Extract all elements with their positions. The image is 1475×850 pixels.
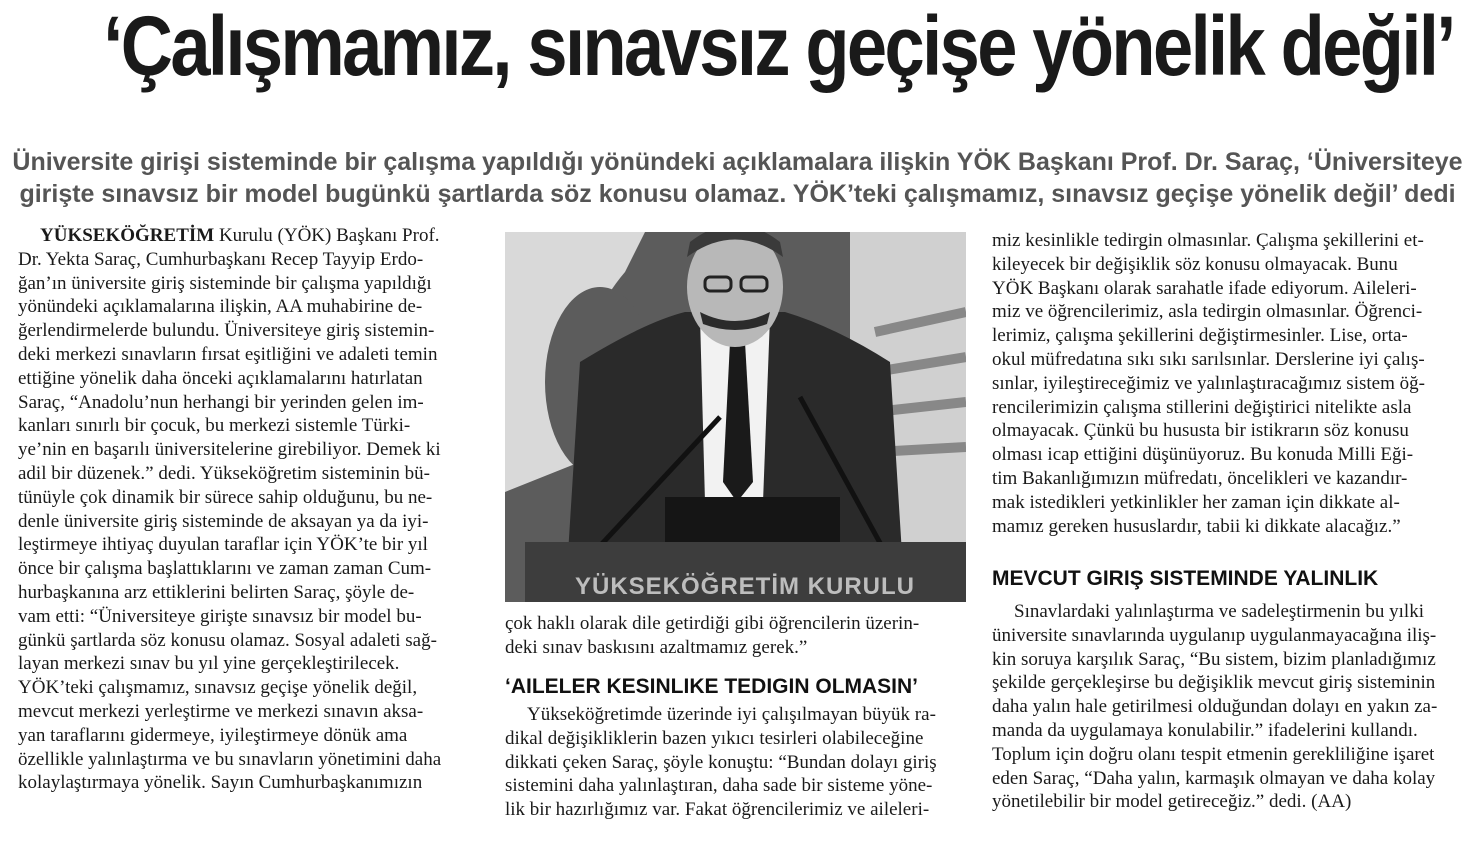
text-line: leştirmeye ihtiyaç duyulan taraflar için YÖK’te bir yıl <box>18 534 428 556</box>
text-line: yan taraflarını gidermeye, iyileştirmeye dönük ama <box>18 724 408 746</box>
text-line: lik bir hazırlığımız var. Fakat öğrencilerimiz ve aileleri- <box>505 799 930 821</box>
subheadline-line: girişte sınavsız bir model bugünkü şartlarda söz konusu olamaz. YÖK’teki çalışmamız, sınavsız geçişe yönelik değil’ dedi <box>19 180 1456 208</box>
text-line: özellikle yalınlaştırma ve bu sınavların yönetimini daha <box>18 748 442 770</box>
text-line: miz kesinlikle tedirgin olmasınlar. Çalışma şekillerini et- <box>992 230 1424 251</box>
text-line: Sınavlardaki yalınlaştırma ve sadeleştirmenin bu yılki <box>1014 601 1424 622</box>
text-line: ye’nin en başarılı üniversitelerine girebiliyor. Demek ki <box>18 439 441 461</box>
speaker-photo-illustration <box>505 232 966 602</box>
text-line: şekilde gerçekleşirse bu değişiklik mevcut giriş sisteminin <box>992 672 1436 694</box>
text-line: olması icap ettiğini düşünüyoruz. Bu konuda Milli Eği- <box>992 444 1414 466</box>
text-line: eden Saraç, “Daha yalın, karmaşık olmayan ve daha kolay <box>992 767 1436 789</box>
text-line: ğan’ın üniversite giriş sisteminde bir çalışma yapıldığı <box>18 272 432 294</box>
article-column-2-body <box>505 703 965 822</box>
lead-word: YÜKSEKÖĞRETİM <box>40 225 215 246</box>
text-line: yönetilebilir bir model getireceğiz.” dedi. (AA) <box>992 791 1352 813</box>
text-line: dikal değişikliklerin bazen yıkıcı tesirleri olabileceğine <box>505 727 924 749</box>
article-photo <box>505 232 966 602</box>
text-line: üniversite sınavlarında uygulanıp uygulanmayacağına iliş- <box>992 624 1437 646</box>
article-column-3-top <box>992 229 1447 538</box>
text-line: tim Bakanlığımızın müfredatı, öncelikleri ve kazandır- <box>992 467 1408 489</box>
text-line: YÖK’teki çalışmamız, sınavsız geçişe yönelik değil, <box>18 677 418 699</box>
text-line: çok haklı olarak dile getirdiği gibi öğrencilerin üzerin- <box>505 613 920 634</box>
text-line: adil bir düzenek.” dedi. Yükseköğretim sisteminin bü- <box>18 462 430 484</box>
text-line: kileyecek bir değişiklik söz konusu olmayacak. Bunu <box>992 253 1398 275</box>
text-line: okul müfredatına sıkı sıkı sarılsınlar. Derslerine iyi çalış- <box>992 348 1425 370</box>
headline: ‘Çalışmamız, sınavsız geçişe yönelik değil’ <box>103 0 1454 93</box>
text-line: lerimiz, çalışma şekillerini değiştirmesinler. Lise, orta- <box>992 325 1408 347</box>
section-heading: ‘AILELER KESINLIKE TEDIGIN OLMASIN’ <box>505 675 919 698</box>
text-line: kanları sınırlı bir çocuk, bu merkezi sistemle Türki- <box>18 415 411 437</box>
article-column-1 <box>18 224 478 795</box>
text-line: Toplum için doğru olanı tespit etmenin gerekliliğine işaret <box>992 743 1435 765</box>
text-line: hurbaşkanına arz ettiklerini belirten Saraç, şöyle de- <box>18 581 415 603</box>
text-line: ettiğine yönelik daha önceki açıklamalarını hatırlatan <box>18 367 423 389</box>
text-line: olmayacak. Çünkü bu hususta bir istikrarın söz konusu <box>992 420 1409 442</box>
text-line: YÖK Başkanı olarak sarahatle ifade ediyorum. Aileleri- <box>992 277 1417 299</box>
text-line: deki sınav baskısını azaltmamız gerek.” <box>505 636 808 658</box>
text-line: deki merkezi sınavların fırsat eşitliğini ve adaleti temin <box>18 343 438 365</box>
text-line: miz ve öğrencilerimiz, asla tedirgin olmasınlar. Öğrenci- <box>992 301 1423 323</box>
text-line: mevcut merkezi yerleştirme ve merkezi sınavın aksa- <box>18 700 424 722</box>
text-line: kin soruya karşılık Saraç, “Bu sistem, bizim planladığımız <box>992 648 1436 670</box>
article-column-3-body <box>992 600 1447 814</box>
text-line: mamız gereken hususlardır, tabii ki dikkate alacağız.” <box>992 515 1401 537</box>
text-line: sınlar, iyileştireceğimiz ve yalınlaştıracağımız sistem öğ- <box>992 372 1425 394</box>
text-line: manda da uygulamaya konulabilir.” ifadelerini kullandı. <box>992 719 1418 741</box>
text-line: vam etti: “Üniversiteye girişte sınavsız bir model bu- <box>18 605 422 627</box>
lead-line-rest: Kurulu (YÖK) Başkanı Prof. <box>214 225 440 246</box>
text-line: Dr. Yekta Saraç, Cumhurbaşkanı Recep Tayyip Erdo- <box>18 248 424 270</box>
text-line: önce bir çalışma başlattıklarını ve zaman zaman Cum- <box>18 558 432 580</box>
text-line: layan merkezi sınav bu yıl yine gerçekleştirilecek. <box>18 653 400 675</box>
text-line: daha yalın hale getirilmesi olduğundan dolayı en yakın za- <box>992 696 1438 718</box>
text-line: Saraç, “Anadolu’nun herhangi bir yerinden gelen im- <box>18 391 424 413</box>
podium-text: YÜKSEKÖĞRETİM KURULU <box>574 573 916 600</box>
text-line: Yükseköğretimde üzerinde iyi çalışılmayan büyük ra- <box>527 704 936 725</box>
laptop <box>665 497 840 542</box>
text-line: kolaylaştırmaya yönelik. Sayın Cumhurbaşkanımızın <box>18 772 423 794</box>
text-line: sistemini daha yalınlaştıran, daha sade bir sisteme yöne- <box>505 775 933 797</box>
text-line: mak istedikleri yetkinlikler her zaman için dikkate al- <box>992 491 1400 513</box>
article-column-2-top <box>505 612 965 660</box>
text-line: denle üniversite giriş sisteminde de aksayan ya da iyi- <box>18 510 429 532</box>
text-line: dikkati çeken Saraç, şöyle konuştu: “Bundan dolayı giriş <box>505 751 937 773</box>
subheadline <box>0 146 1475 210</box>
text-line: tünüyle çok dinamik bir sürece sahip olduğunu, bu ne- <box>18 486 433 508</box>
text-line: yönündeki açıklamalarına ilişkin, AA muhabirine de- <box>18 296 423 318</box>
subheadline-line: Üniversite girişi sisteminde bir çalışma yapıldığı yönündeki açıklamalara ilişkin YÖK Başkanı Prof. Dr. Saraç, ‘Üniversiteye <box>12 148 1463 176</box>
lead-line <box>18 224 478 248</box>
text-line: günkü şartlarda söz konusu olamaz. Sosyal adaleti sağ- <box>18 629 437 651</box>
text-line: ğerlendirmelerde bulundu. Üniversiteye giriş sistemin- <box>18 320 435 342</box>
section-heading: MEVCUT GIRIŞ SISTEMINDE YALINLIK <box>992 567 1379 590</box>
text-line: rencilerimizin çalışma stillerini değiştirici nitelikte asla <box>992 396 1412 418</box>
